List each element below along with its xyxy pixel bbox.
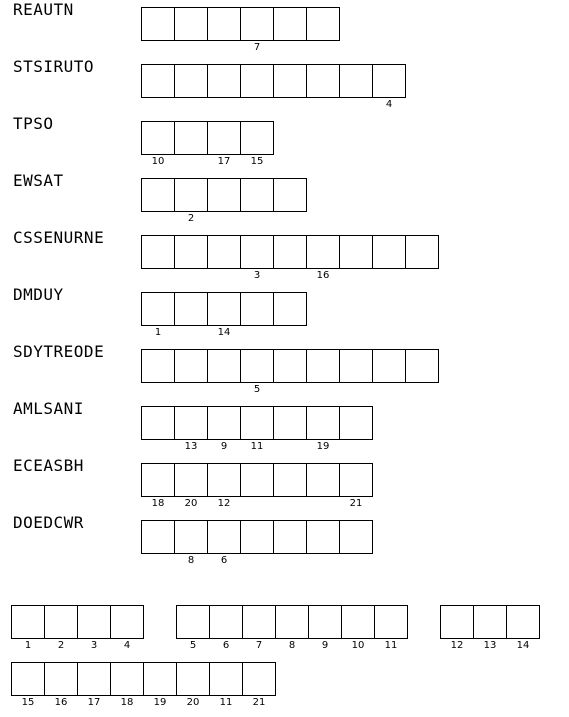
letter-box[interactable] [207, 406, 241, 452]
box-number: 12 [217, 498, 231, 509]
final-letter-box[interactable] [110, 662, 144, 708]
box-number: 7 [253, 42, 261, 53]
final-letter-box[interactable] [44, 662, 78, 708]
letter-box[interactable] [174, 406, 208, 452]
answer-boxes [141, 520, 373, 566]
letter-box[interactable] [141, 292, 175, 338]
word-row [0, 57, 569, 110]
letter-box[interactable] [207, 235, 241, 269]
letter-box[interactable] [174, 520, 208, 566]
word-row [0, 342, 569, 395]
letter-box[interactable] [207, 121, 241, 167]
answer-boxes [141, 292, 307, 338]
letter-box[interactable] [240, 235, 274, 281]
letter-box[interactable] [273, 235, 307, 269]
letter-box[interactable] [240, 406, 274, 452]
letter-box[interactable] [306, 64, 340, 98]
letter-box[interactable] [273, 64, 307, 98]
letter-box[interactable] [306, 235, 340, 281]
letter-box[interactable] [207, 7, 241, 41]
answer-boxes [141, 178, 307, 224]
letter-box[interactable] [207, 64, 241, 98]
box-number: 13 [483, 640, 497, 651]
word-row [0, 456, 569, 509]
box-number: 19 [316, 441, 330, 452]
final-letter-box[interactable] [11, 662, 45, 708]
word-row [0, 399, 569, 452]
answer-boxes [141, 7, 340, 53]
scrambled-word: DOEDCWR [13, 513, 84, 532]
scrambled-word: AMLSANI [13, 399, 84, 418]
letter-box[interactable] [174, 121, 208, 155]
letter-box[interactable] [306, 349, 340, 383]
final-letter-box[interactable] [77, 662, 111, 708]
box-number: 2 [187, 213, 195, 224]
final-letter-box[interactable] [209, 605, 243, 651]
final-letter-box[interactable] [143, 662, 177, 708]
letter-box[interactable] [141, 520, 175, 554]
letter-box[interactable] [207, 178, 241, 212]
final-letter-box[interactable] [440, 605, 474, 651]
final-answer-group [176, 605, 408, 651]
final-letter-box[interactable] [341, 605, 375, 651]
scrambled-word: EWSAT [13, 171, 64, 190]
box-number: 15 [250, 156, 264, 167]
box-number: 13 [184, 441, 198, 452]
final-letter-box[interactable] [242, 605, 276, 651]
letter-box[interactable] [306, 520, 340, 554]
letter-box[interactable] [372, 349, 406, 383]
letter-box[interactable] [372, 235, 406, 269]
letter-box[interactable] [141, 463, 175, 509]
final-letter-box[interactable] [44, 605, 78, 651]
final-letter-box[interactable] [110, 605, 144, 651]
box-number: 4 [385, 99, 393, 110]
box-number: 3 [90, 640, 98, 651]
letter-box[interactable] [207, 349, 241, 383]
box-number: 7 [255, 640, 263, 651]
letter-box[interactable] [240, 121, 274, 167]
box-number: 5 [253, 384, 261, 395]
box-number: 18 [151, 498, 165, 509]
box-number: 6 [220, 555, 228, 566]
box-number: 1 [154, 327, 162, 338]
box-number: 4 [123, 640, 131, 651]
letter-box[interactable] [240, 463, 274, 497]
letter-box[interactable] [273, 349, 307, 383]
letter-box[interactable] [240, 64, 274, 98]
letter-box[interactable] [306, 463, 340, 497]
scrambled-word: CSSENURNE [13, 228, 105, 247]
letter-box[interactable] [372, 64, 406, 110]
word-row [0, 171, 569, 224]
final-answer-group [440, 605, 540, 651]
box-number: 11 [384, 640, 398, 651]
final-letter-box[interactable] [11, 605, 45, 651]
box-number: 21 [349, 498, 363, 509]
letter-box[interactable] [273, 463, 307, 497]
box-number: 14 [217, 327, 231, 338]
box-number: 20 [186, 697, 200, 708]
box-number: 17 [87, 697, 101, 708]
letter-box[interactable] [207, 463, 241, 509]
letter-box[interactable] [174, 64, 208, 98]
answer-boxes [141, 463, 373, 509]
final-answer-group [11, 605, 144, 651]
letter-box[interactable] [207, 520, 241, 566]
letter-box[interactable] [174, 349, 208, 383]
box-number: 20 [184, 498, 198, 509]
box-number: 8 [187, 555, 195, 566]
final-letter-box[interactable] [176, 605, 210, 651]
letter-box[interactable] [273, 178, 307, 212]
final-letter-box[interactable] [506, 605, 540, 651]
scrambled-word: REAUTN [13, 0, 74, 19]
letter-box[interactable] [207, 292, 241, 338]
letter-box[interactable] [273, 406, 307, 440]
answer-boxes [141, 121, 274, 167]
scrambled-word: DMDUY [13, 285, 64, 304]
letter-box[interactable] [141, 349, 175, 383]
box-number: 6 [222, 640, 230, 651]
letter-box[interactable] [174, 178, 208, 224]
letter-box[interactable] [306, 7, 340, 41]
letter-box[interactable] [273, 292, 307, 326]
answer-boxes [141, 406, 373, 452]
box-number: 10 [351, 640, 365, 651]
box-number: 19 [153, 697, 167, 708]
letter-box[interactable] [174, 7, 208, 41]
box-number: 3 [253, 270, 261, 281]
box-number: 17 [217, 156, 231, 167]
scrambled-word: SDYTREODE [13, 342, 105, 361]
box-number: 21 [252, 697, 266, 708]
letter-box[interactable] [306, 406, 340, 452]
letter-box[interactable] [339, 235, 373, 269]
final-letter-box[interactable] [242, 662, 276, 708]
letter-box[interactable] [339, 349, 373, 383]
word-row [0, 513, 569, 566]
word-row [0, 228, 569, 281]
final-letter-box[interactable] [77, 605, 111, 651]
box-number: 16 [54, 697, 68, 708]
box-number: 8 [288, 640, 296, 651]
letter-box[interactable] [141, 64, 175, 98]
letter-box[interactable] [339, 463, 373, 509]
final-letter-box[interactable] [473, 605, 507, 651]
letter-box[interactable] [141, 121, 175, 167]
letter-box[interactable] [174, 235, 208, 269]
letter-box[interactable] [240, 520, 274, 554]
box-number: 16 [316, 270, 330, 281]
box-number: 9 [321, 640, 329, 651]
box-number: 10 [151, 156, 165, 167]
answer-boxes [141, 235, 439, 281]
box-number: 2 [57, 640, 65, 651]
word-row [0, 285, 569, 338]
letter-box[interactable] [240, 178, 274, 212]
letter-box[interactable] [174, 292, 208, 326]
letter-box[interactable] [240, 349, 274, 395]
word-row [0, 114, 569, 167]
letter-box[interactable] [405, 235, 439, 269]
letter-box[interactable] [141, 235, 175, 269]
final-letter-box[interactable] [176, 662, 210, 708]
scrambled-word: STSIRUTO [13, 57, 95, 76]
letter-box[interactable] [273, 7, 307, 41]
box-number: 18 [120, 697, 134, 708]
letter-box[interactable] [339, 520, 373, 554]
final-letter-box[interactable] [275, 605, 309, 651]
word-row [0, 0, 569, 53]
letter-box[interactable] [174, 463, 208, 509]
answer-boxes [141, 349, 439, 395]
box-number: 11 [219, 697, 233, 708]
answer-boxes [141, 64, 406, 110]
letter-box[interactable] [141, 178, 175, 212]
box-number: 5 [189, 640, 197, 651]
box-number: 15 [21, 697, 35, 708]
scrambled-word: ECEASBH [13, 456, 84, 475]
final-letter-box[interactable] [374, 605, 408, 651]
letter-box[interactable] [339, 64, 373, 98]
box-number: 12 [450, 640, 464, 651]
final-letter-box[interactable] [308, 605, 342, 651]
scrambled-word: TPSO [13, 114, 54, 133]
box-number: 1 [24, 640, 32, 651]
letter-box[interactable] [405, 349, 439, 383]
box-number: 14 [516, 640, 530, 651]
letter-box[interactable] [240, 7, 274, 53]
box-number: 11 [250, 441, 264, 452]
final-answer-group [11, 662, 276, 708]
letter-box[interactable] [141, 7, 175, 41]
letter-box[interactable] [339, 406, 373, 440]
letter-box[interactable] [240, 292, 274, 326]
letter-box[interactable] [273, 520, 307, 554]
final-letter-box[interactable] [209, 662, 243, 708]
box-number: 9 [220, 441, 228, 452]
letter-box[interactable] [141, 406, 175, 440]
